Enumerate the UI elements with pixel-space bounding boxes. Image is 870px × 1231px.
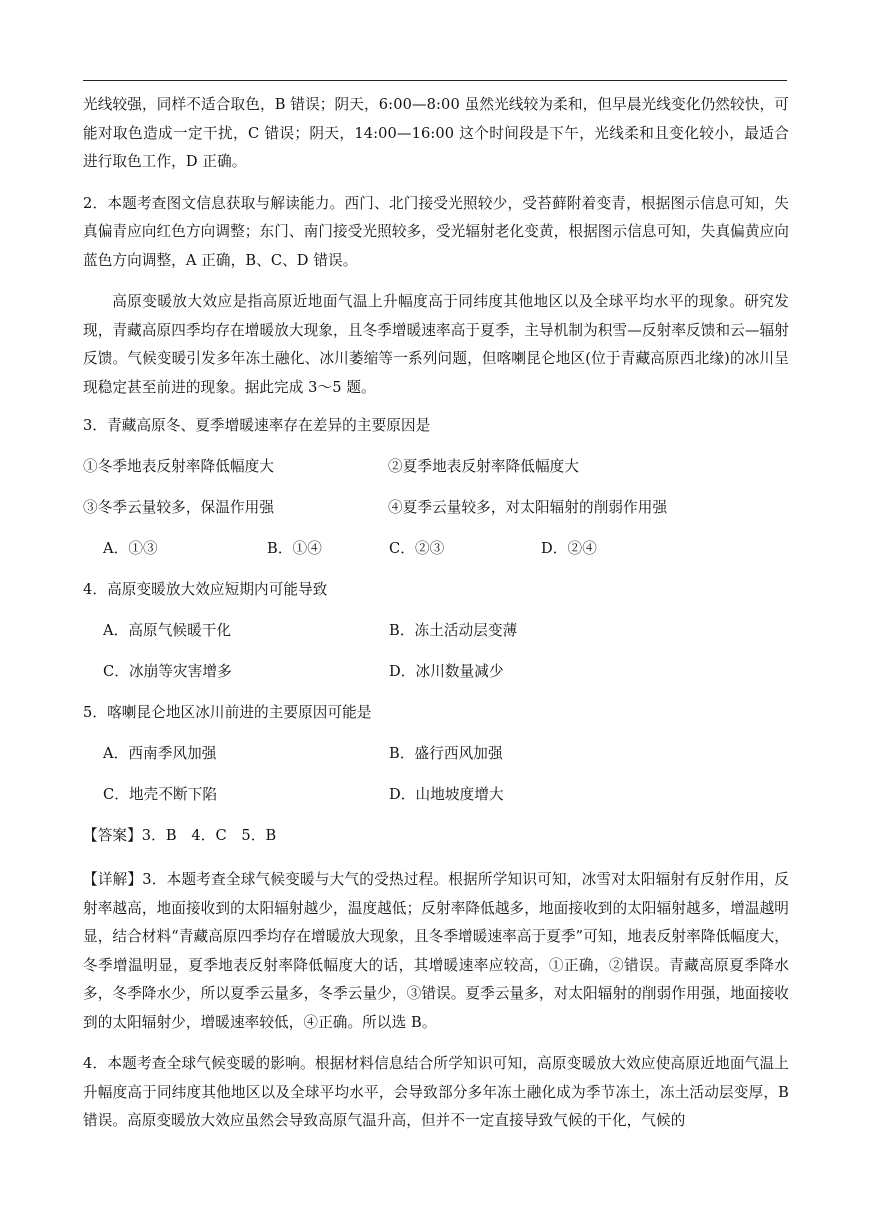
q3-option-b: B．①④	[267, 540, 322, 557]
question-4-options-row-2	[83, 658, 789, 699]
q3-option-c: C．②③	[389, 540, 445, 557]
question-2-explanation: 2．本题考查图文信息获取与解读能力。西门、北门接受光照较少，受苔藓附着变青，根据图示信息可知，失真偏青应向红色方向调整；东门、南门接受光照较多，受光辐射老化变黄，根据图示信息可知，失真偏黄应向蓝色方向调整，A 正确，B、C、D 错误。	[83, 194, 789, 269]
question-4-stem: 4．高原变暖放大效应短期内可能导致	[83, 581, 328, 598]
material-passage: 高原变暖放大效应是指高原近地面气温上升幅度高于同纬度其他地区以及全球平均水平的现象。研究发现，青藏高原四季均存在增暖放大现象，且冬季增暖速率高于夏季，主导机制为积雪—反射率反馈和云—辐射反馈。气候变暖引发多年冻土融化、冰川萎缩等一系列问题，但喀喇昆仑地区(位于青藏高原西北缘)的冰川呈现稳定甚至前进的现象。据此完成 3～5 题。	[83, 293, 789, 396]
question-3-detailed-explanation: 【详解】3．本题考查全球气候变暖与大气的受热过程。根据所学知识可知，冰雪对太阳辐射有反射作用，反射率越高，地面接收到的太阳辐射越少，温度越低；反射率降低越多，地面接收到的太阳辐射越多，增温越明显，结合材料“青藏高原四季均存在增暖放大现象，且冬季增暖速率高于夏季”可知，地表反射率降低幅度大，冬季增温明显，夏季地表反射率降低幅度大的话，其增暖速率应较高，①正确，②错误。青藏高原夏季降水多，冬季降水少，所以夏季云量多，冬季云量少，③错误。夏季云量多，对太阳辐射的削弱作用强，地面接收到的太阳辐射少，增暖速率较低，④正确。所以选 B。	[83, 871, 789, 1031]
header-rule	[83, 80, 787, 81]
q4-option-d: D．冰川数量减少	[389, 663, 504, 680]
question-5-options-row-1	[83, 740, 789, 781]
question-5-stem: 5．喀喇昆仑地区冰川前进的主要原因可能是	[83, 704, 372, 721]
statement-1: ①冬季地表反射率降低幅度大	[83, 458, 275, 475]
q3-option-d: D．②④	[541, 540, 597, 557]
question-3-statements-row-1	[83, 453, 789, 494]
question-3-statements-row-2	[83, 494, 789, 535]
q4-option-b: B．冻土活动层变薄	[389, 622, 518, 639]
question-3-options	[83, 535, 789, 576]
question-4-options-row-1	[83, 617, 789, 658]
answer-key: 【答案】3．B 4．C 5．B	[83, 827, 277, 844]
q5-option-b: B．盛行西风加强	[389, 745, 503, 762]
statement-4: ④夏季云量较多，对太阳辐射的削弱作用强	[388, 499, 668, 516]
continued-explanation-paragraph: 光线较强，同样不适合取色，B 错误；阴天，6:00—8:00 虽然光线较为柔和，但早晨光线变化仍然较快，可能对取色造成一定干扰，C 错误；阴天，14:00—16:00 这个时间段是下午，光线柔和且变化较小，最适合进行取色工作，D 正确。	[83, 96, 789, 170]
question-4-detailed-explanation: 4．本题考查全球气候变暖的影响。根据材料信息结合所学知识可知，高原变暖放大效应使高原近地面气温上升幅度高于同纬度其他地区以及全球平均水平，会导致部分多年冻土融化成为季节冻土，冻土活动层变厚，B 错误。高原变暖放大效应虽然会导致高原气温升高，但并不一定直接导致气候的干化，气候的	[83, 1055, 789, 1129]
q3-option-a: A．①③	[103, 540, 158, 557]
document-body	[83, 91, 789, 1136]
q4-option-c: C．冰崩等灾害增多	[103, 663, 232, 680]
q4-option-a: A．高原气候暖干化	[103, 622, 232, 639]
q5-option-d: D．山地坡度增大	[389, 786, 504, 803]
question-3-stem: 3．青藏高原冬、夏季增暖速率存在差异的主要原因是	[83, 417, 431, 434]
question-5-options-row-2	[83, 781, 789, 822]
q5-option-c: C．地壳不断下陷	[103, 786, 218, 803]
q5-option-a: A．西南季风加强	[103, 745, 217, 762]
statement-2: ②夏季地表反射率降低幅度大	[388, 458, 580, 475]
statement-3: ③冬季云量较多，保温作用强	[83, 499, 275, 516]
